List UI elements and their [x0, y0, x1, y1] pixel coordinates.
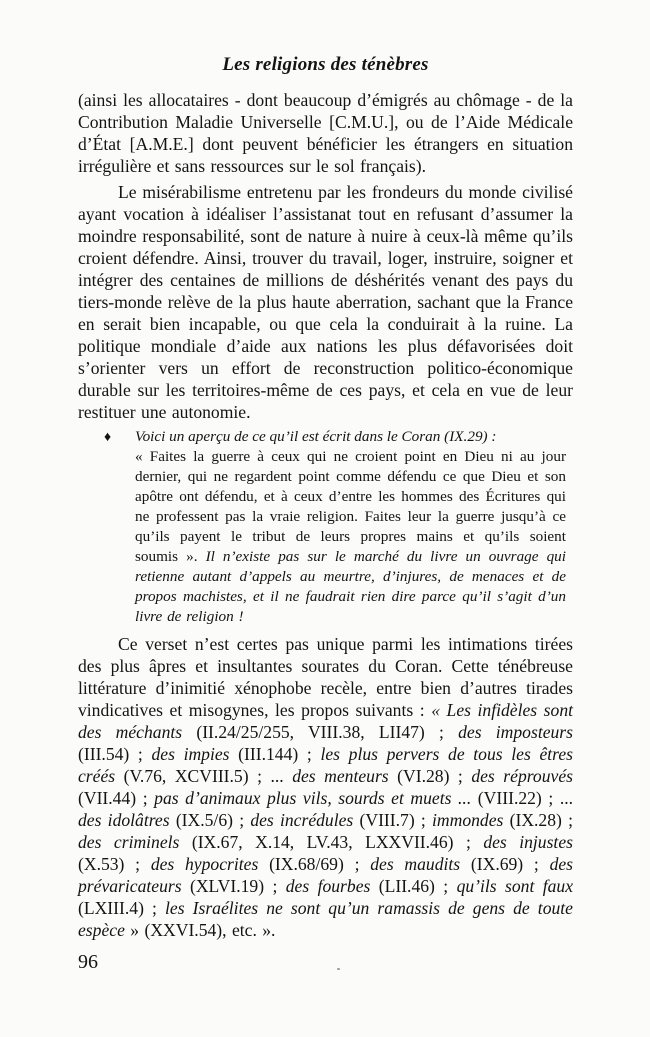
scan-artifact-dot: [337, 968, 340, 970]
paragraph-verset-coran: Ce verset n’est certes pas unique parmi les intimations tirées des plus âpres et insultantes sourates du Coran. Cette ténébreuse littérature d’inimitié xénophobe recèle, entre bien d’autres tirades vindicatives et misogynes, les propos suivants : « Les infidèles sont des méchants (II.24/25/255, VIII.38, LII47) ; des imposteurs (III.54) ; des impies (III.144) ; les plus pervers de tous les êtres créés (V.76, XCVIII.5) ; ... des menteurs (VI.28) ; des réprouvés (VII.44) ; pas d’animaux plus vils, sourds et muets ... (VIII.22) ; ... des idolâtres (IX.5/6) ; des incrédules (VIII.7) ; immondes (IX.28) ; des criminels (IX.67, X.14, LV.43, LXXVII.46) ; des injustes (X.53) ; des hypocrites (IX.68/69) ; des maudits (IX.69) ; des prévaricateurs (XLVI.19) ; des fourbes (LII.46) ; qu’ils sont faux (LXIII.4) ; les Israélites ne sont qu’un ramassis de gens de toute espèce » (XXVI.54), etc. ».: [78, 634, 574, 940]
paragraph-miserabilisme: Le misérabilisme entretenu par les frondeurs du monde civilisé ayant vocation à idéaliser l’assistanat tout en refusant d’assumer la moindre responsabilité, sont de nature à nuire à ceux-là même qu’ils croient défendre. Ainsi, trouver du travail, loger, instruire, soigner et intégrer des centaines de millions de déshérités venant des pays du tiers-monde relève de la plus haute aberration, sachant que la France en serait bien incapable, ou que cela la conduirait à la ruine. La politique mondiale d’aide aux nations les plus défavorisées doit s’orienter vers un effort de reconstruction politico-économique durable sur les territoires-même de ces pays, et cela en vue de leur restituer une autonomie.: [78, 182, 573, 422]
page-header-title: Les religions des ténèbres: [222, 54, 429, 75]
quote-body-text: « Faites la guerre à ceux qui ne croient point en Dieu ni au jour dernier, qui ne regardent point comme défendu ce que Dieu et son apôtre ont défendu, et à ceux d’entre les hommes des Écritures qui ne professent pas la vraie religion. Faites leur la guerre jusqu’à ce qu’ils payent le tribut de leurs propres mains et qu’ils soient soumis ». Il n’existe pas sur le marché du livre un ouvrage qui retienne autant d’appels au meurtre, d’injures, de menaces et de propos machistes, et il ne faudrait rien dire parce qu’il s’agit d’un livre de religion !: [135, 448, 566, 625]
coran-quote-block: [104, 427, 566, 627]
quote-intro-line: [104, 427, 566, 447]
diamond-bullet-icon: ♦: [104, 430, 112, 445]
quote-intro-text: Voici un aperçu de ce qu’il est écrit dans le Coran (IX.29) :: [135, 428, 497, 445]
paragraph-allocataires: (ainsi les allocataires - dont beaucoup d’émigrés au chômage - de la Contribution Maladie Universelle [C.M.U.], ou de l’Aide Médicale d’État [A.M.E.] dont peuvent bénéficier les étrangers en situation irrégulière et sans ressources sur le sol français).: [78, 90, 573, 176]
page-number: 96: [78, 951, 98, 973]
